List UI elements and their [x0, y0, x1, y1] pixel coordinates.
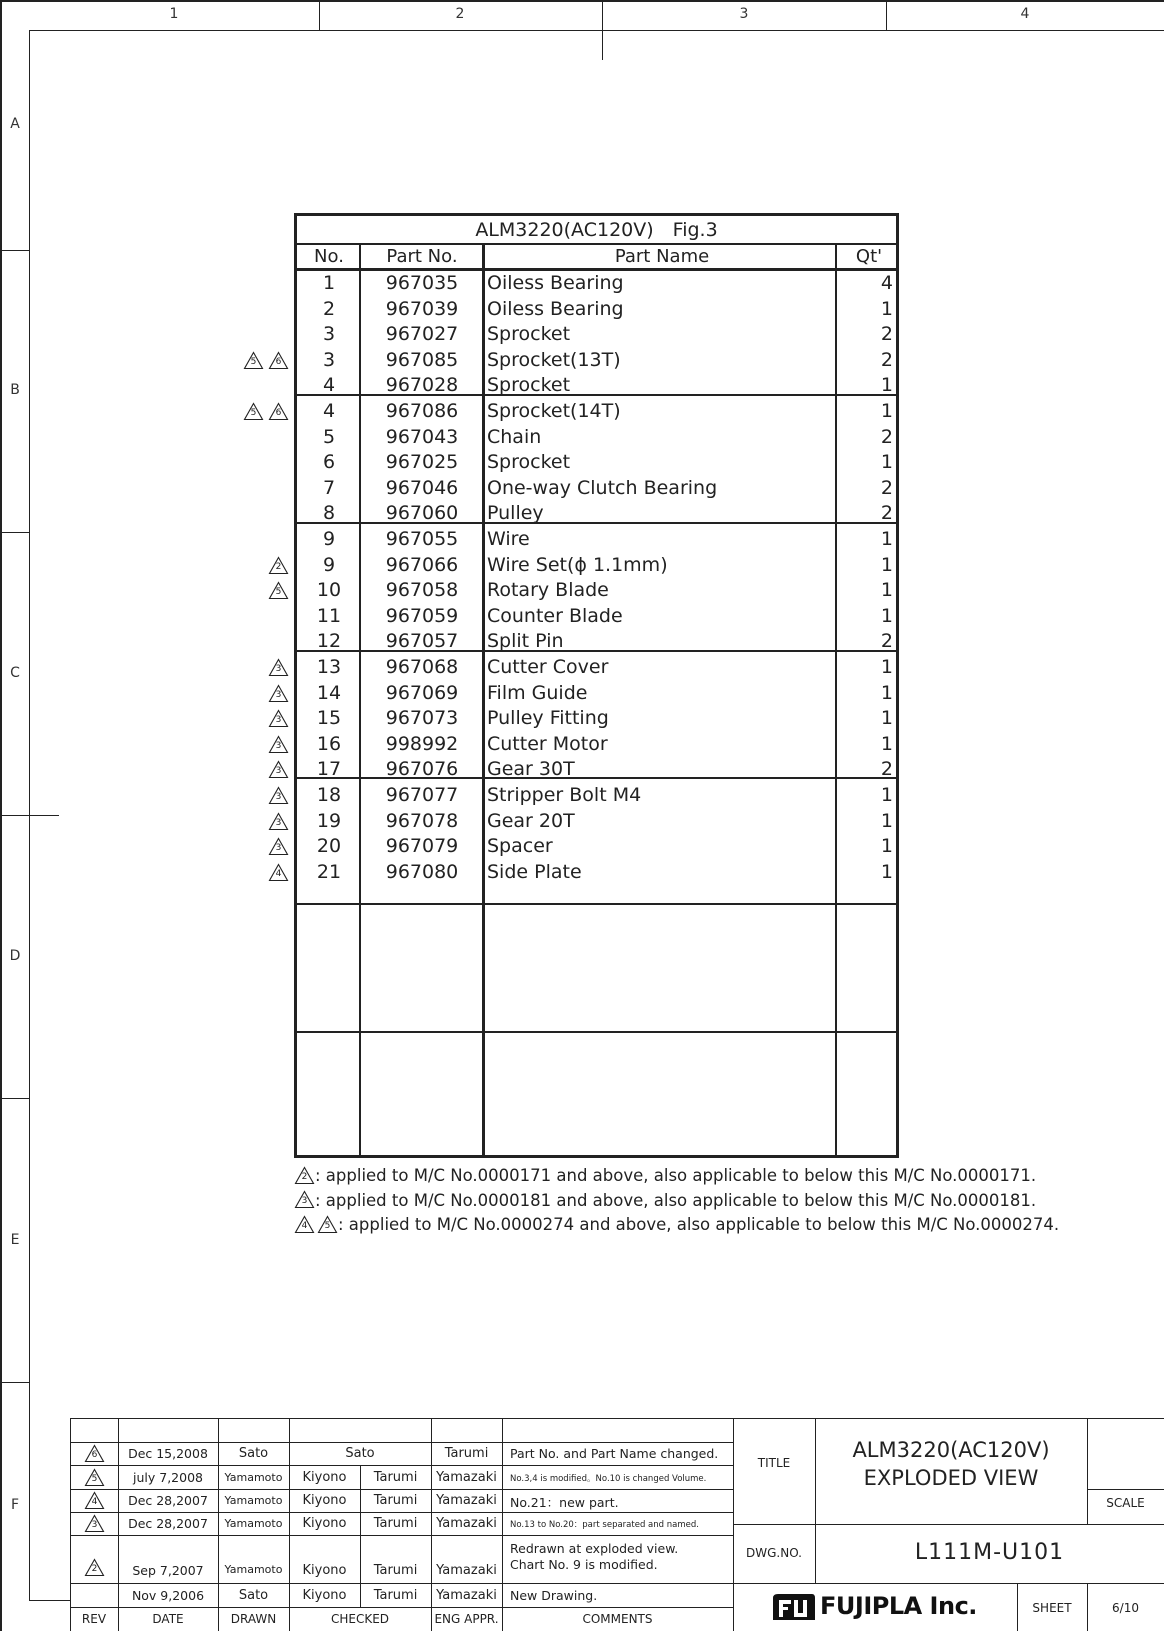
item-no: 10 [316, 579, 342, 602]
quantity: 1 [880, 400, 893, 422]
rev-date: Sep 7,2007 [132, 1563, 204, 1578]
revision-triangle-icon [243, 351, 264, 370]
table-row [275, 757, 896, 783]
revision-marks [268, 681, 289, 706]
rev-drawn: Sato [238, 1446, 269, 1461]
item-no: 3 [322, 348, 336, 371]
rev-drawn: Yamamoto [224, 1563, 283, 1576]
quantity: 1 [880, 297, 893, 320]
rev-drawn: Yamamoto [224, 1494, 283, 1507]
revision-number: 3 [275, 715, 282, 726]
revision-triangle-icon [268, 837, 289, 856]
inner-frame-top [29, 30, 1164, 31]
item-no: 8 [322, 502, 336, 525]
part-number: 967028 [385, 374, 459, 397]
quantity: 1 [880, 656, 893, 678]
part-name: Chain [487, 425, 542, 448]
rev-checked-1: Kiyono [302, 1563, 347, 1578]
revision-number: 6 [275, 356, 282, 367]
quantity: 2 [880, 425, 893, 448]
zone-row-a: A [10, 116, 20, 132]
rev-date: Nov 9,2006 [131, 1587, 205, 1603]
item-no: 16 [316, 732, 342, 755]
part-number: 967058 [385, 579, 459, 602]
table-row [297, 476, 896, 502]
title-block [70, 1418, 1164, 1631]
part-name: Pulley Fitting [487, 707, 609, 730]
item-no: 13 [316, 656, 342, 678]
rev-date: july 7,2008 [133, 1469, 203, 1485]
tb-rule [360, 1465, 361, 1607]
part-number: 967035 [385, 272, 459, 294]
rev-comment: Redrawn at exploded view. [510, 1541, 679, 1556]
part-name: Rotary Blade [487, 579, 609, 602]
company-logo [770, 1591, 990, 1623]
revision-number: 4 [301, 1220, 308, 1231]
revision-number: 3 [275, 740, 282, 751]
part-number: 967077 [385, 784, 459, 806]
revision-triangle-icon [268, 556, 289, 575]
rev-eng-appr: Yamazaki [436, 1587, 497, 1603]
item-no: 7 [322, 476, 336, 499]
table-row [275, 655, 896, 681]
part-name: Oiless Bearing [487, 297, 624, 320]
revision-triangle-icon [294, 1215, 315, 1234]
revision-number: 2 [275, 561, 282, 572]
table-row [297, 527, 896, 553]
revision-number: 5 [91, 1473, 98, 1484]
quantity: 1 [880, 681, 893, 704]
hdr-drawn: DRAWN [230, 1612, 277, 1626]
table-row [297, 450, 896, 476]
part-name: Cutter Cover [487, 656, 609, 678]
quantity: 1 [880, 553, 893, 576]
rev-checked-2: Tarumi [373, 1563, 418, 1578]
note-text: : applied to M/C No.0000274 and above, also applicable to below this M/C No.0000274. [338, 1215, 1060, 1234]
revision-triangle-icon [268, 709, 289, 728]
revision-number: 5 [324, 1220, 331, 1231]
rev-comment: No.3,4 is modified。No.10 is changed Volume. [510, 1473, 707, 1484]
col-divider [886, 0, 887, 30]
item-no: 14 [316, 681, 342, 704]
zone-col-4: 4 [1020, 6, 1030, 22]
quantity: 2 [880, 630, 893, 653]
part-number: 967027 [385, 323, 459, 346]
table-row [275, 783, 896, 809]
zone-row-c: C [10, 665, 20, 681]
rev-checked-2: Tarumi [373, 1516, 418, 1531]
item-no: 5 [322, 425, 336, 448]
part-name: Wire Set(ϕ 1.1mm) [487, 553, 668, 576]
item-no: 15 [316, 707, 342, 730]
part-name: Counter Blade [487, 604, 623, 627]
part-number: 967073 [385, 707, 459, 730]
part-name: Sprocket [487, 323, 571, 346]
hdr-comments: COMMENTS [582, 1612, 653, 1626]
hdr-rev: REV [81, 1612, 107, 1626]
fujipla-logo-icon [770, 1592, 816, 1622]
rev-drawn: Yamamoto [224, 1517, 283, 1530]
revision-number: 3 [275, 792, 282, 802]
zone-col-3: 3 [739, 6, 749, 22]
rev-comment-2: Chart No. 9 is modified. [510, 1557, 658, 1572]
rev-date: Dec 28,2007 [128, 1516, 208, 1532]
table-row [275, 809, 896, 835]
revision-triangle-icon [268, 863, 289, 882]
revision-triangle-icon [294, 1166, 315, 1185]
revision-triangle-icon [84, 1558, 105, 1577]
revision-triangle-icon [268, 402, 289, 421]
part-number: 967068 [385, 656, 459, 678]
row-center-tick [0, 815, 59, 816]
item-no: 18 [316, 784, 342, 806]
scale-label: SCALE [1106, 1496, 1145, 1510]
part-name: Sprocket [487, 374, 571, 397]
quantity: 1 [880, 579, 893, 602]
table-row [297, 629, 896, 655]
table-row [275, 732, 896, 758]
tb-rule [70, 1465, 733, 1466]
revision-marks [268, 809, 289, 834]
tb-rule [70, 1442, 733, 1443]
revision-marks [268, 553, 289, 578]
zone-row-b: B [10, 382, 20, 398]
part-number: 967055 [385, 528, 459, 550]
revision-number: 2 [91, 1563, 98, 1574]
revision-number: 5 [250, 356, 257, 367]
revision-note [294, 1166, 1036, 1185]
quantity: 2 [880, 348, 893, 371]
quantity: 1 [880, 451, 893, 474]
revision-triangle-icon [243, 402, 264, 421]
item-no: 4 [322, 374, 336, 397]
hdr-checked: CHECKED [330, 1612, 390, 1626]
part-name: Gear 30T [487, 758, 575, 781]
quantity: 1 [880, 835, 893, 858]
quantity: 1 [880, 528, 893, 550]
rev-eng-appr: Yamazaki [436, 1516, 497, 1531]
drawing-title-line1: ALM3220(AC120V) [852, 1438, 1050, 1462]
header-no: No. [314, 246, 344, 267]
zone-col-1: 1 [169, 6, 179, 22]
quantity: 1 [880, 860, 893, 883]
item-no: 17 [316, 758, 342, 781]
note-text: : applied to M/C No.0000171 and above, also applicable to below this M/C No.0000171. [315, 1166, 1037, 1185]
revision-number: 6 [91, 1450, 98, 1460]
part-name: Wire [487, 528, 530, 550]
part-number: 998992 [385, 732, 459, 755]
part-name: Pulley [487, 502, 544, 525]
revision-triangle-icon [317, 1215, 338, 1234]
revision-marks [243, 399, 289, 424]
part-name: Oiless Bearing [487, 272, 624, 294]
revision-marks [268, 706, 289, 731]
revision-marks [243, 348, 289, 373]
parts-table [250, 213, 899, 1158]
col-center-tick [602, 30, 603, 60]
tb-rule [502, 1418, 503, 1631]
part-name: Film Guide [487, 681, 588, 704]
part-number: 967059 [385, 604, 459, 627]
item-no: 1 [322, 272, 336, 294]
table-row [297, 322, 896, 348]
revision-number: 4 [275, 868, 282, 879]
quantity: 1 [880, 809, 893, 832]
tb-rule [70, 1512, 733, 1513]
revision-triangle-icon [84, 1468, 105, 1487]
part-name: Sprocket(14T) [487, 400, 621, 422]
part-number: 967039 [385, 297, 459, 320]
tb-rule [70, 1583, 733, 1584]
part-name: Sprocket [487, 451, 571, 474]
quantity: 2 [880, 758, 893, 781]
tb-rule [70, 1418, 71, 1631]
part-name: Cutter Motor [487, 732, 608, 755]
group-rule [297, 1031, 896, 1033]
revision-number: 3 [275, 843, 282, 854]
rev-drawn: Yamamoto [224, 1470, 283, 1484]
revision-number: 2 [301, 1171, 308, 1182]
quantity: 1 [880, 732, 893, 755]
dwg-no: L111M-U101 [914, 1540, 1065, 1565]
table-row [250, 348, 896, 374]
rev-checked-1: Kiyono [302, 1493, 347, 1508]
revision-number: 3 [275, 664, 282, 674]
frame-top [0, 0, 1164, 2]
revision-number: 5 [250, 408, 257, 418]
revision-marks [268, 732, 289, 757]
part-number: 967079 [385, 835, 459, 858]
table-row [297, 604, 896, 630]
item-no: 21 [316, 860, 342, 883]
rev-date: Dec 28,2007 [128, 1493, 208, 1509]
revision-note [294, 1215, 1059, 1234]
part-number: 967025 [385, 451, 459, 474]
item-no: 6 [322, 451, 336, 474]
revision-marks [268, 834, 289, 859]
revision-triangle-icon [268, 658, 289, 677]
sheet-value: 6/10 [1112, 1601, 1139, 1615]
revision-number: 3 [301, 1196, 308, 1206]
item-no: 4 [322, 400, 336, 422]
item-no: 11 [316, 604, 342, 627]
rev-comment: New Drawing. [510, 1587, 598, 1603]
rev-checked-2: Tarumi [373, 1493, 418, 1508]
zone-col-2: 2 [455, 6, 465, 22]
part-number: 967078 [385, 809, 459, 832]
hdr-eng-appr: ENG APPR. [434, 1612, 499, 1626]
parts-table-title: ALM3220(AC120V) Fig.3 [297, 216, 896, 245]
tb-rule [733, 1583, 1164, 1584]
table-row [275, 681, 896, 707]
part-number: 967086 [385, 400, 459, 422]
quantity: 2 [880, 323, 893, 346]
part-number: 967066 [385, 553, 459, 576]
item-no: 9 [322, 528, 336, 550]
rev-checked-1: Kiyono [302, 1469, 347, 1485]
rev-drawn: Sato [238, 1587, 269, 1603]
part-number: 967085 [385, 348, 459, 371]
revision-triangle-icon [268, 786, 289, 805]
quantity: 1 [880, 374, 893, 397]
hdr-date: DATE [152, 1612, 184, 1626]
tb-rule [70, 1418, 1164, 1419]
zone-row-d: D [9, 948, 21, 964]
table-row [297, 271, 896, 297]
row-divider [0, 1382, 29, 1383]
zone-row-f: F [10, 1497, 20, 1513]
tb-rule [70, 1489, 733, 1490]
table-row [297, 501, 896, 527]
table-row [275, 834, 896, 860]
revision-triangle-icon [268, 760, 289, 779]
header-part-no: Part No. [386, 246, 458, 267]
company-name: FUJIPLA Inc. [820, 1592, 977, 1620]
revision-triangle-icon [84, 1444, 105, 1463]
part-name: Sprocket(13T) [487, 348, 621, 371]
revision-number: 6 [275, 408, 282, 418]
title-label: TITLE [757, 1456, 791, 1470]
sheet-label: SHEET [1032, 1601, 1072, 1615]
header-part-name: Part Name [614, 246, 710, 267]
revision-triangle-icon [294, 1190, 315, 1209]
part-number: 967060 [385, 502, 459, 525]
part-name: Split Pin [487, 630, 564, 653]
item-no: 3 [322, 323, 336, 346]
part-name: One-way Clutch Bearing [487, 476, 718, 499]
part-number: 967076 [385, 758, 459, 781]
rev-comment: No.13 to No.20：part separated and named. [510, 1520, 699, 1531]
table-row [275, 860, 896, 886]
table-row [297, 297, 896, 323]
rev-checked-1: Kiyono [302, 1587, 347, 1603]
revision-marks [268, 655, 289, 680]
rev-eng-appr: Yamazaki [436, 1493, 497, 1508]
tb-rule [70, 1535, 733, 1536]
quantity: 1 [880, 784, 893, 806]
part-name: Side Plate [487, 860, 582, 883]
part-number: 967080 [385, 860, 459, 883]
zone-row-e: E [10, 1232, 20, 1248]
col-divider [602, 0, 603, 30]
quantity: 4 [880, 272, 893, 294]
revision-triangle-icon [268, 812, 289, 831]
revision-marks [268, 578, 289, 603]
rev-comment: No.21：new part. [510, 1495, 619, 1511]
item-no: 19 [316, 809, 342, 832]
rev-eng-appr: Yamazaki [436, 1469, 497, 1485]
quantity: 2 [880, 476, 893, 499]
rev-comment: Part No. and Part Name changed. [510, 1446, 719, 1462]
inner-frame-bottom [29, 1600, 70, 1601]
group-rule [297, 903, 896, 905]
table-row [275, 553, 896, 579]
revision-note [294, 1191, 1036, 1210]
rev-checked: Sato [345, 1446, 375, 1461]
quantity: 1 [880, 707, 893, 730]
header-qty: Qt' [855, 246, 883, 267]
table-row [297, 373, 896, 399]
part-number: 967069 [385, 681, 459, 704]
item-no: 20 [316, 835, 342, 858]
item-no: 12 [316, 630, 342, 653]
revision-triangle-icon [268, 684, 289, 703]
part-name: Gear 20T [487, 809, 575, 832]
row-divider [0, 532, 29, 533]
revision-marks [268, 783, 289, 808]
revision-triangle-icon [268, 351, 289, 370]
revision-triangle-icon [268, 735, 289, 754]
drawing-title-line2: EXPLODED VIEW [863, 1466, 1039, 1490]
table-row [250, 399, 896, 425]
col-divider [319, 0, 320, 30]
quantity: 1 [880, 604, 893, 627]
tb-rule [733, 1524, 1164, 1525]
part-number: 967043 [385, 425, 459, 448]
rev-eng-appr: Tarumi [444, 1446, 489, 1461]
revision-marks [268, 860, 289, 885]
row-divider [0, 1098, 29, 1099]
row-divider [0, 250, 29, 251]
tb-rule [70, 1607, 733, 1608]
revision-triangle-icon [84, 1514, 105, 1533]
revision-marks [268, 757, 289, 782]
revision-number: 5 [275, 587, 282, 598]
rev-eng-appr: Yamazaki [436, 1563, 497, 1578]
revision-number: 3 [91, 1520, 98, 1530]
table-row [297, 425, 896, 451]
rev-checked-2: Tarumi [373, 1469, 418, 1485]
note-text: : applied to M/C No.0000181 and above, also applicable to below this M/C No.0000181. [315, 1190, 1037, 1210]
dwg-no-label: DWG.NO. [746, 1546, 802, 1560]
revision-number: 4 [91, 1497, 98, 1507]
revision-triangle-icon [268, 581, 289, 600]
revision-number: 3 [275, 689, 282, 700]
revision-triangle-icon [84, 1491, 105, 1510]
tb-rule [1087, 1489, 1164, 1490]
part-number: 967057 [385, 630, 459, 653]
rev-date: Dec 15,2008 [128, 1446, 208, 1462]
rev-checked-2: Tarumi [373, 1587, 418, 1603]
part-name: Spacer [487, 835, 553, 858]
part-name: Stripper Bolt M4 [487, 784, 642, 806]
table-row [275, 578, 896, 604]
item-no: 9 [322, 553, 336, 576]
rev-checked-1: Kiyono [302, 1516, 347, 1531]
table-row [275, 706, 896, 732]
item-no: 2 [322, 297, 336, 320]
quantity: 2 [880, 502, 893, 525]
revision-number: 3 [275, 817, 282, 828]
revision-number: 3 [275, 766, 282, 777]
part-number: 967046 [385, 476, 459, 499]
